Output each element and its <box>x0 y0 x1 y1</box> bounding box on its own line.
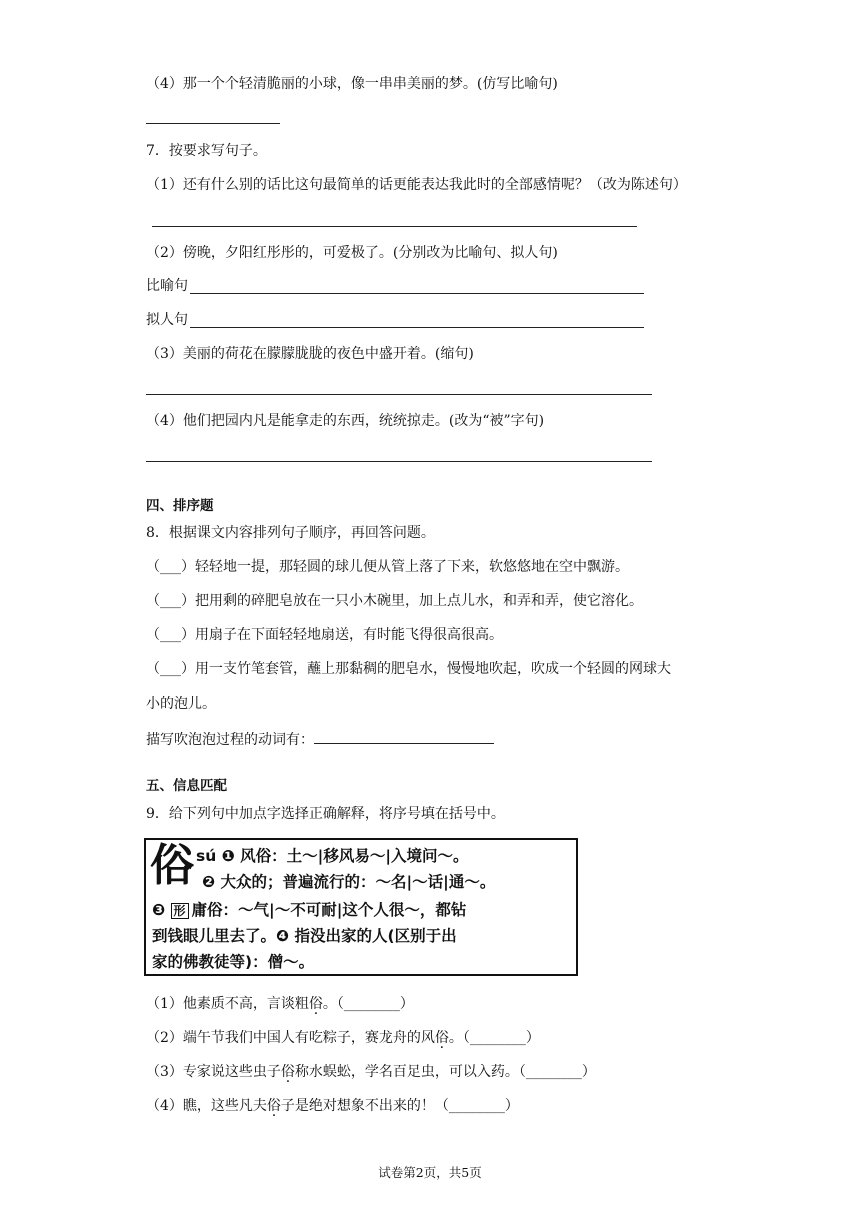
section5-heading: 五、信息匹配 <box>146 778 227 794</box>
q9-sentence-3[interactable] <box>146 1062 596 1082</box>
order-item-2[interactable]: （___）把用剩的碎肥皂放在一只小木碗里，加上点儿水，和弄和弄，使它溶化。 <box>146 593 643 609</box>
answer-line[interactable] <box>146 123 280 124</box>
q9-sentence-1[interactable] <box>146 994 414 1014</box>
dictionary-line-3-text: 庸俗：～气|～不可耐|这个人很～，都钻 <box>191 901 467 919</box>
dotted-character: 俗 <box>280 1064 295 1080</box>
dotted-character: 俗 <box>434 1030 449 1046</box>
dictionary-line-2: ❷ 大众的；普遍流行的：～名|～话|通～。 <box>202 873 496 891</box>
q9-title: 9．给下列句中加点字选择正确解释，将序号填在括号中。 <box>146 806 505 822</box>
answer-line[interactable] <box>152 226 637 227</box>
adjective-badge: 形 <box>171 903 189 919</box>
section4-heading: 四、排序题 <box>146 498 214 514</box>
answer-line[interactable] <box>146 394 652 395</box>
sense-3-number: ❸ <box>152 901 166 919</box>
q7-title: 7．按要求写句子。 <box>146 143 267 159</box>
personification-answer-line[interactable] <box>190 327 644 328</box>
metaphor-answer-line[interactable] <box>190 293 644 294</box>
dotted-character: 俗 <box>266 1098 281 1114</box>
verbs-answer-line[interactable] <box>314 729 494 744</box>
personification-label: 拟人句 <box>146 312 188 328</box>
sentence-text: （2）端午节我们中国人有吃粽子，赛龙舟的风 <box>146 1030 435 1046</box>
sentence-answer[interactable]: 子是绝对想象不出来的！（________） <box>280 1098 519 1114</box>
order-item-3[interactable]: （___）用扇子在下面轻轻地扇送，有时能飞得很高很高。 <box>146 627 503 643</box>
dictionary-line-1: sú ❶ 风俗：土～|移风易～|入境问～。 <box>196 847 469 865</box>
sentence-text: （3）专家说这些虫子 <box>146 1064 281 1080</box>
page-footer: 试卷第2页，共5页 <box>378 1165 482 1180</box>
q7-item1: （1）还有什么别的话比这句最简单的话更能表达我此时的全部感情呢？（改为陈述句） <box>146 177 687 193</box>
q8-title: 8．根据课文内容排列句子顺序，再回答问题。 <box>146 525 435 541</box>
order-item-4[interactable]: （___）用一支竹笔套管，蘸上那黏稠的肥皂水，慢慢地吹起，吹成一个轻圆的网球大 <box>146 661 671 677</box>
q7-item2: （2）傍晚，夕阳红彤彤的，可爱极了。(分别改为比喻句、拟人句) <box>146 245 558 261</box>
sentence-answer[interactable]: 。（________） <box>322 996 414 1012</box>
verbs-prompt <box>146 729 494 750</box>
answer-line[interactable] <box>146 461 652 462</box>
q7-item3: （3）美丽的荷花在朦朦胧胧的夜色中盛开着。(缩句) <box>146 346 474 362</box>
q9-sentence-4[interactable] <box>146 1096 519 1116</box>
sentence-text: （4）瞧，这些凡夫 <box>146 1098 267 1114</box>
verbs-label: 描写吹泡泡过程的动词有： <box>146 732 314 748</box>
metaphor-label: 比喻句 <box>146 278 188 294</box>
dictionary-line-3 <box>152 898 466 922</box>
dotted-character: 俗 <box>308 996 323 1012</box>
q9-sentence-2[interactable] <box>146 1028 540 1048</box>
order-item-4-continued: 小的泡儿。 <box>146 696 216 712</box>
sentence-text: （1）他素质不高，言谈粗 <box>146 996 309 1012</box>
dictionary-line-4: 到钱眼儿里去了。❹ 指没出家的人(区别于出 <box>152 927 457 945</box>
order-item-1[interactable]: （___）轻轻地一提，那轻圆的球儿便从管上落了下来，软悠悠地在空中飘游。 <box>146 559 629 575</box>
dictionary-headword: 俗 <box>150 840 194 891</box>
q6-item4: （4）那一个个轻清脆丽的小球，像一串串美丽的梦。(仿写比喻句) <box>146 76 558 92</box>
dictionary-entry-image <box>144 838 578 976</box>
dictionary-line-5: 家的佛教徒等)：僧～。 <box>152 953 315 971</box>
sentence-answer[interactable]: 。（________） <box>448 1030 540 1046</box>
q7-item4: （4）他们把园内凡是能拿走的东西，统统掠走。(改为“被”字句) <box>146 413 545 429</box>
sentence-answer[interactable]: 称水蜈蚣，学名百足虫，可以入药。（________） <box>294 1064 596 1080</box>
